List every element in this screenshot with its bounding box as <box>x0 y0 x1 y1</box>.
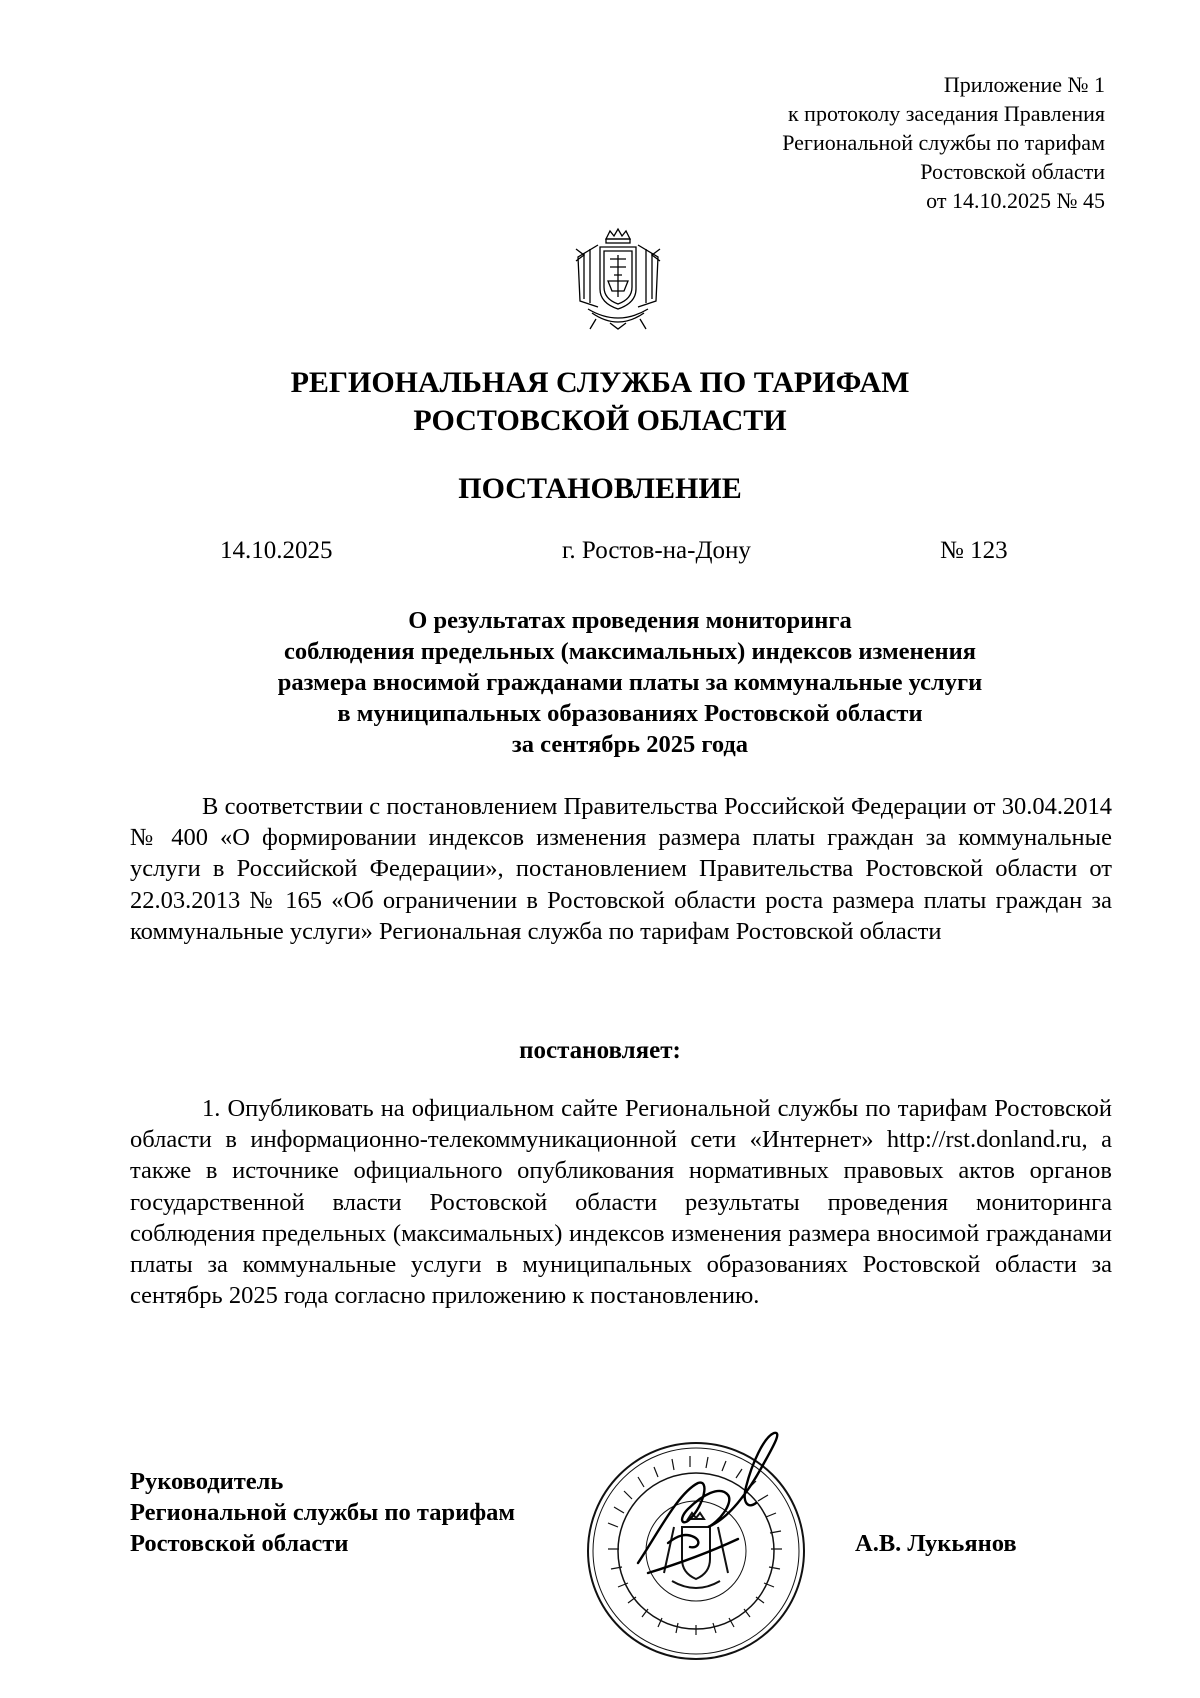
document-city: г. Ростов-на-Дону <box>562 537 751 564</box>
subject-line: О результатах проведения мониторинга <box>408 607 852 634</box>
appendix-line: к протоколу заседания Правления <box>787 101 1105 126</box>
subject-line: в муниципальных образованиях Ростовской области <box>337 700 923 727</box>
resolution-item-1: 1. Опубликовать на официальном сайте Региональной службы по тарифам Ростовской области в информационно-телекоммуникационной сети «Интернет» http://rst.donland.ru, а также в источнике официального опубликования нормативных правовых актов органов государственной власти Ростовской области результаты проведения мониторинга соблюдения предельных (максимальных) индексов изменения размера вносимой гражданами платы за коммунальные услуги в муниципальных образованиях Ростовской области за сентябрь 2025 года согласно приложению к постановлению. <box>130 1095 1112 1310</box>
signatory-name: А.В. Лукьянов <box>855 1530 1017 1557</box>
signatory-title-line: Ростовской области <box>130 1530 349 1557</box>
document-date: 14.10.2025 <box>220 537 333 564</box>
appendix-line: Региональной службы по тарифам <box>782 130 1105 155</box>
organization-name-line: РОСТОВСКОЙ ОБЛАСТИ <box>413 404 787 437</box>
signatory-title-line: Руководитель <box>130 1468 284 1495</box>
signatory-title-line: Региональной службы по тарифам <box>130 1499 516 1526</box>
preamble-paragraph: В соответствии с постановлением Правительства Российской Федерации от 30.04.2014 № 400 «О формировании индексов изменения размера платы граждан за коммунальные услуги в Российской Федерации», постановлением Правительства Ростовской области от 22.03.2013 № 165 «Об ограничении в Ростовской области роста размера платы граждан за коммунальные услуги» Региональная служба по тарифам Ростовской области <box>130 793 1112 945</box>
appendix-line: Ростовской области <box>920 159 1105 184</box>
official-seal-stamp-icon <box>578 1423 826 1671</box>
appendix-line: от 14.10.2025 № 45 <box>926 188 1105 213</box>
subject-line: размера вносимой гражданами платы за коммунальные услуги <box>277 669 983 696</box>
rostov-oblast-coat-of-arms-icon <box>570 227 666 333</box>
organization-name-line: РЕГИОНАЛЬНАЯ СЛУЖБА ПО ТАРИФАМ <box>290 366 910 399</box>
appendix-note <box>585 70 1105 215</box>
document-subject <box>130 605 1130 760</box>
organization-name <box>0 364 1200 440</box>
resolves-heading: постановляет: <box>519 1037 681 1064</box>
signatory-title <box>130 1466 515 1559</box>
appendix-line: Приложение № 1 <box>943 72 1105 97</box>
document-number: № 123 <box>940 537 1008 564</box>
document-type-title: ПОСТАНОВЛЕНИЕ <box>458 472 742 505</box>
subject-line: соблюдения предельных (максимальных) индексов изменения <box>283 638 977 665</box>
subject-line: за сентябрь 2025 года <box>511 731 749 758</box>
